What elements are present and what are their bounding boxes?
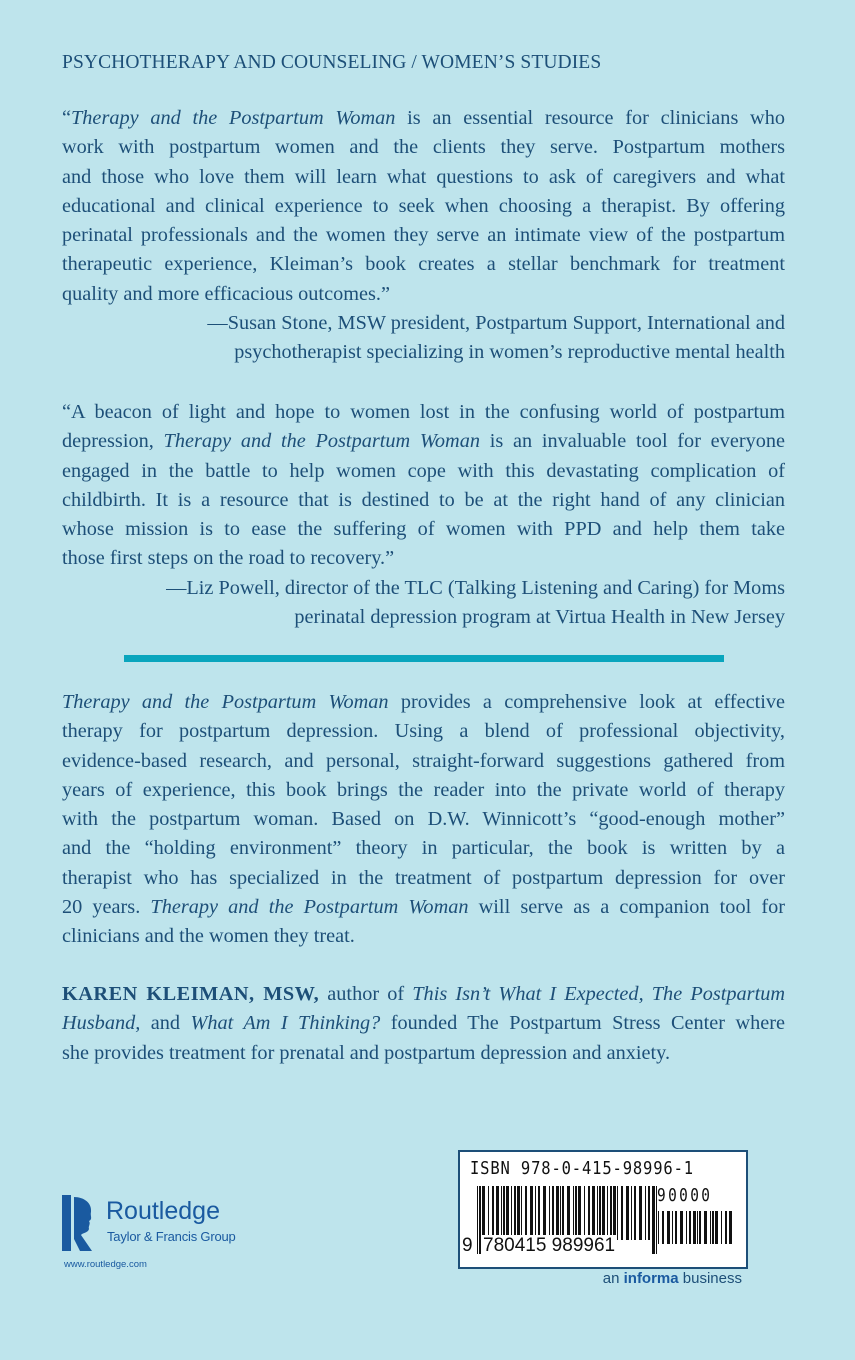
italic-title: This Isn’t What I Expected, The Postpartum: [412, 983, 785, 1005]
barcode-bar: [599, 1186, 601, 1240]
barcode-bar: [610, 1186, 612, 1240]
informa-brand: informa: [623, 1270, 679, 1287]
barcode-bar: [562, 1186, 564, 1240]
text-line: [62, 427, 785, 456]
italic-title: Therapy and the Postpartum Woman: [150, 896, 469, 919]
barcode-bar: [543, 1186, 546, 1240]
text-line: [62, 805, 785, 834]
text-line: [62, 163, 785, 192]
text-segment: therapist who has specialized in the treatment of postpartum depression for over: [62, 866, 785, 889]
text-line: [62, 280, 785, 309]
review-quote-powell: [62, 398, 785, 632]
barcode-bar: [511, 1186, 512, 1240]
text-line: [62, 398, 785, 427]
text-segment: years of experience, this book brings the reader into the private world of therapy: [62, 778, 785, 801]
text-line: [62, 893, 785, 922]
barcode-bar: [725, 1211, 727, 1244]
ean-digits: 780415 989961: [483, 1235, 616, 1256]
barcode-bar: [492, 1186, 494, 1240]
barcode-bar: [552, 1186, 554, 1240]
text-line: [62, 515, 785, 544]
italic-title: Therapy and the Postpartum Woman: [163, 430, 480, 453]
barcode-bar: [617, 1186, 618, 1240]
text-segment: evidence-based research, and personal, straight-forward suggestions gathered from: [62, 749, 785, 772]
barcode-bar: [721, 1211, 722, 1244]
barcode-bar: [680, 1211, 683, 1244]
barcode-bar: [693, 1211, 696, 1244]
ean-lead-digit: 9: [462, 1235, 473, 1256]
barcode-bar: [634, 1186, 636, 1240]
barcode-bar: [578, 1186, 581, 1240]
barcode-bar: [514, 1186, 516, 1240]
text-line: [62, 457, 785, 486]
barcode-bar: [648, 1186, 650, 1240]
text-line: [62, 486, 785, 515]
barcode-bar: [626, 1186, 629, 1240]
quote-attribution: —Susan Stone, MSW president, Postpartum Support, International and: [207, 312, 785, 335]
barcode-bar: [689, 1211, 691, 1244]
text-segment: engaged in the battle to help women cope with this devastating complication of: [62, 459, 785, 482]
divider-rule: [124, 655, 724, 662]
quote-attribution: perinatal depression program at Virtua Health in New Jersey: [294, 606, 785, 629]
text-line: [62, 864, 785, 893]
quote-attribution: —Liz Powell, director of the TLC (Talking Listening and Caring) for Moms: [166, 576, 785, 599]
text-segment: clinicians and the women they treat.: [62, 925, 355, 948]
barcode-bar: [607, 1186, 608, 1240]
barcode-bar: [662, 1211, 664, 1244]
isbn-label: ISBN 978-0-415-98996-1: [470, 1158, 694, 1179]
text-segment: 20 years.: [62, 896, 151, 919]
text-segment: educational and clinical experience to seek when choosing a therapist. By offering: [62, 194, 785, 217]
barcode-bar: [575, 1186, 577, 1240]
text-line: [62, 1039, 785, 1068]
italic-title: Therapy and the Postpartum Woman: [71, 107, 396, 129]
informa-suffix: business: [678, 1270, 742, 1287]
text-segment: and those who love them will learn what questions to ask of caregivers and what: [62, 165, 785, 188]
text-line: [62, 1009, 785, 1038]
barcode-bar: [652, 1186, 655, 1254]
text-segment: “A beacon of light and hope to women lost in the confusing world of postpartum: [62, 401, 785, 423]
informa-prefix: an: [602, 1270, 624, 1287]
barcode-bar: [645, 1186, 646, 1240]
text-line: [62, 104, 785, 133]
barcode-bar: [501, 1186, 502, 1240]
barcode-bar: [488, 1186, 489, 1240]
barcode-bar: [672, 1211, 673, 1244]
text-line: [62, 688, 785, 717]
publisher-name: Routledge: [106, 1197, 220, 1225]
barcode-bar: [715, 1211, 718, 1244]
publisher-url[interactable]: www.routledge.com: [64, 1259, 147, 1270]
publisher-group: Taylor & Francis Group: [107, 1229, 236, 1244]
text-line: [62, 776, 785, 805]
italic-title: Therapy and the Postpartum Woman: [62, 691, 389, 713]
barcode-bar: [697, 1211, 698, 1244]
text-segment: will serve as a companion tool for: [468, 896, 785, 919]
barcode-bar: [530, 1186, 533, 1240]
barcode-bar: [675, 1211, 677, 1244]
informa-tagline: [603, 1270, 742, 1287]
barcode-bar: [525, 1186, 527, 1240]
barcode-bar: [588, 1186, 590, 1240]
barcode-bar: [597, 1186, 598, 1240]
text-segment: with the postpartum woman. Based on D.W. Winnicott’s “good-enough mother”: [62, 808, 785, 831]
text-segment: childbirth. It is a resource that is destined to be at the right hand of any clinician: [62, 488, 785, 511]
barcode-bar: [699, 1211, 701, 1244]
barcode-bar: [479, 1186, 481, 1254]
text-segment: those first steps on the road to recovery.”: [62, 547, 395, 570]
text-line: [62, 747, 785, 776]
text-line: [62, 717, 785, 746]
text-segment: quality and more efficacious outcomes.”: [62, 282, 390, 305]
text-segment: is an essential resource for clinicians who: [395, 107, 785, 129]
text-line: [62, 544, 785, 573]
barcode-bar: [517, 1186, 520, 1240]
text-segment: is an invaluable tool for everyone: [480, 430, 785, 453]
text-line: [62, 192, 785, 221]
barcode-bar: [658, 1211, 659, 1244]
barcode-bar: [496, 1186, 499, 1240]
barcode-bar: [712, 1211, 714, 1244]
barcode-bar: [584, 1186, 585, 1240]
text-line: [62, 834, 785, 863]
text-segment: work with postpartum women and the clients they serve. Postpartum mothers: [62, 136, 785, 159]
routledge-head-icon: [62, 1195, 102, 1251]
text-line: [62, 922, 785, 951]
subject-category: PSYCHOTHERAPY AND COUNSELING / WOMEN’S STUDIES: [62, 52, 602, 73]
barcode-bar: [639, 1186, 642, 1240]
text-segment: whose mission is to ease the suffering of women with PPD and help them take: [62, 518, 785, 541]
text-segment: therapy for postpartum depression. Using a blend of professional objectivity,: [62, 720, 785, 743]
text-segment: and the “holding environment” theory in particular, the book is written by a: [62, 837, 785, 860]
review-quote-stone: [62, 104, 785, 368]
text-segment: depression,: [62, 430, 164, 453]
routledge-logo: [62, 1195, 252, 1251]
author-name: KAREN KLEIMAN, MSW,: [62, 983, 320, 1005]
barcode-bar: [477, 1186, 478, 1254]
price-barcode-bars: [658, 1211, 734, 1258]
barcode-bar: [521, 1186, 522, 1240]
text-line: [62, 221, 785, 250]
barcode-bar: [602, 1186, 605, 1240]
italic-title: What Am I Thinking?: [190, 1012, 381, 1035]
text-segment: founded The Postpartum Stress Center where: [380, 1012, 786, 1035]
text-line: [62, 980, 785, 1009]
text-segment: and: [140, 1012, 191, 1035]
quote-attribution: psychotherapist specializing in women’s reproductive mental health: [234, 341, 785, 364]
barcode-bar: [506, 1186, 509, 1240]
text-segment: perinatal professionals and the women they serve an intimate view of the postpartum: [62, 224, 785, 247]
text-segment: author of: [319, 983, 413, 1005]
barcode-bar: [729, 1211, 732, 1244]
barcode-bar: [535, 1186, 536, 1240]
text-segment: therapeutic experience, Kleiman’s book creates a stellar benchmark for treatment: [62, 253, 785, 276]
italic-title: Husband,: [62, 1012, 141, 1035]
price-code: 90000: [657, 1185, 713, 1206]
book-description: [62, 688, 785, 952]
text-segment: “: [62, 107, 72, 129]
isbn-barcode: [458, 1150, 748, 1269]
barcode-bar: [560, 1186, 561, 1240]
barcode-bar: [503, 1186, 505, 1240]
barcode-bar: [549, 1186, 550, 1240]
barcode-bar: [710, 1211, 711, 1244]
barcode-bar: [631, 1186, 632, 1240]
barcode-bar: [704, 1211, 707, 1244]
barcode-bar: [556, 1186, 559, 1240]
text-segment: she provides treatment for prenatal and postpartum depression and anxiety.: [62, 1041, 671, 1064]
barcode-bar: [686, 1211, 687, 1244]
author-bio: [62, 980, 785, 1068]
barcode-bar: [538, 1186, 540, 1240]
text-line: [62, 133, 785, 162]
barcode-bar: [613, 1186, 616, 1240]
barcode-bar: [621, 1186, 623, 1240]
barcode-bar: [667, 1211, 670, 1244]
text-line: [62, 250, 785, 279]
text-segment: provides a comprehensive look at effective: [388, 691, 785, 713]
barcode-bar: [592, 1186, 595, 1240]
barcode-bar: [482, 1186, 485, 1240]
